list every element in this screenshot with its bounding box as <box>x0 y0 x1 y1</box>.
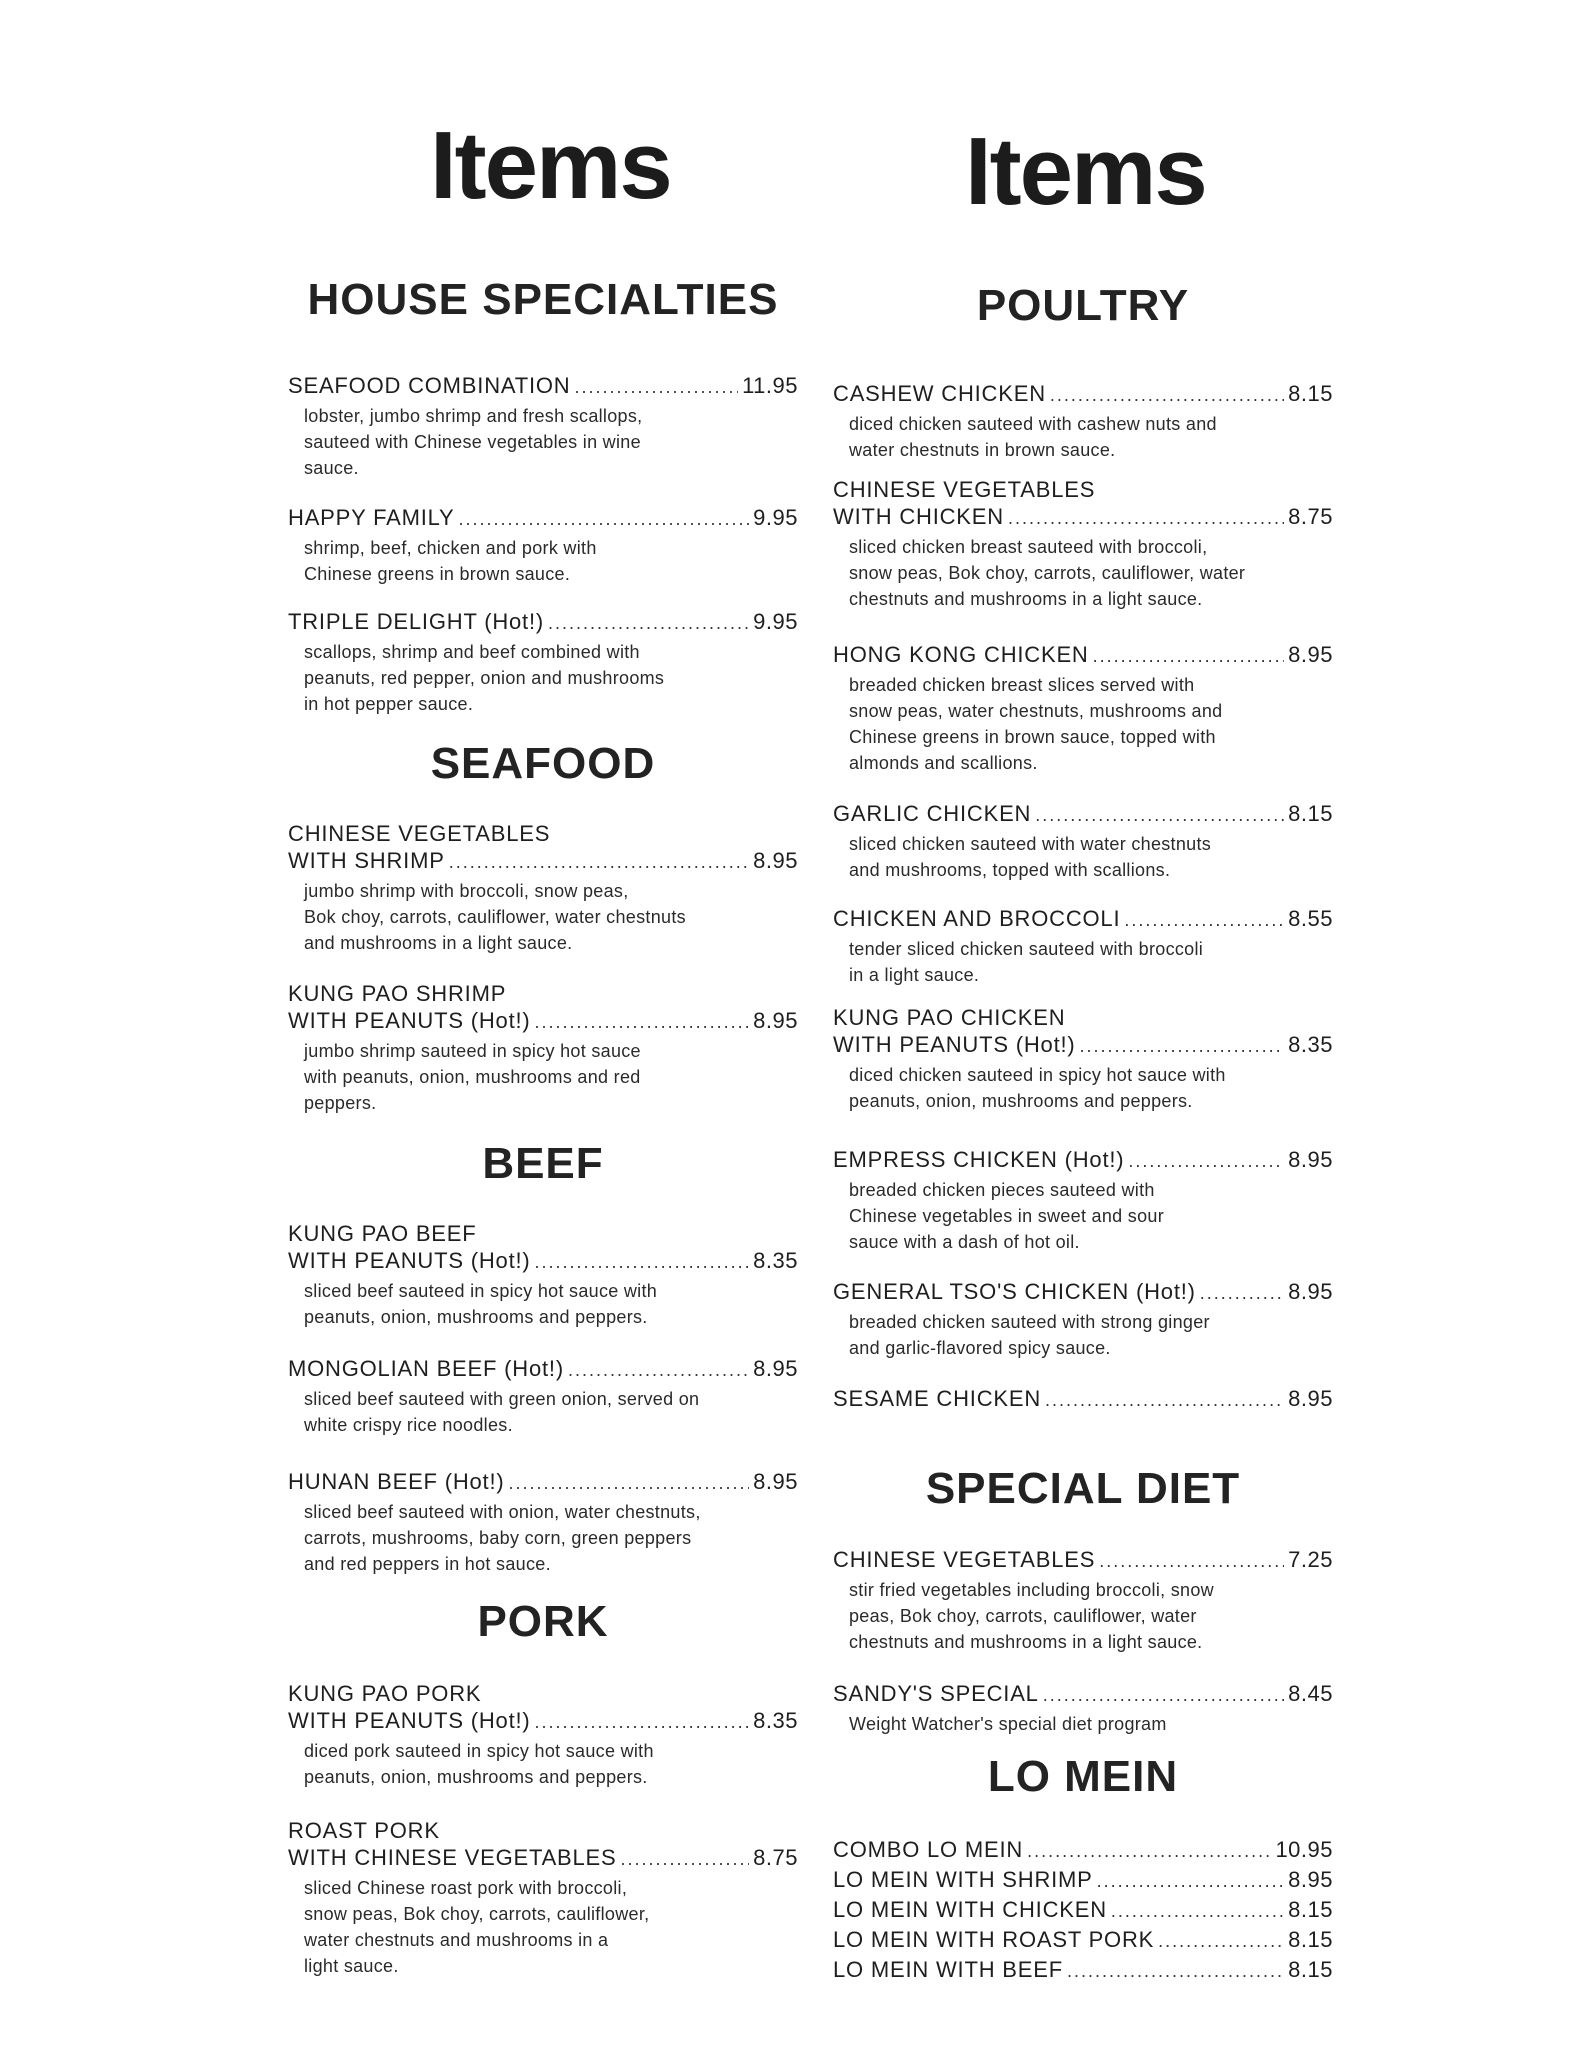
menu-item <box>288 372 798 481</box>
item-description-line: carrots, mushrooms, baby corn, green peppers <box>304 1528 692 1548</box>
menu-item <box>288 504 798 587</box>
item-name: SESAME CHICKEN <box>833 1386 1042 1411</box>
item-name: EMPRESS CHICKEN (Hot!) <box>833 1147 1125 1172</box>
section-title-lo-mein <box>833 1752 1333 1801</box>
section-title-seafood <box>288 739 798 788</box>
item-price: 8.95 <box>1288 1147 1333 1172</box>
item-description-line: peanuts, onion, mushrooms and peppers. <box>849 1091 1193 1111</box>
item-description-line: Bok choy, carrots, cauliflower, water chestnuts <box>304 907 686 927</box>
item-name: WITH CHICKEN <box>833 504 1004 529</box>
item-name-line <box>833 1031 1333 1060</box>
dot-leader <box>1158 1928 1284 1955</box>
item-name-first-line: KUNG PAO PORK <box>288 1681 482 1706</box>
menu-item <box>288 980 798 1116</box>
item-price: 7.25 <box>1288 1547 1333 1572</box>
dot-leader <box>459 506 750 533</box>
menu-item <box>833 1004 1333 1114</box>
item-name: CASHEW CHICKEN <box>833 381 1046 406</box>
item-description-line: lobster, jumbo shrimp and fresh scallops, <box>304 406 643 426</box>
item-name: WITH SHRIMP <box>288 848 445 873</box>
item-description-line: diced chicken sauteed with cashew nuts and <box>849 414 1217 434</box>
item-name: WITH PEANUTS (Hot!) <box>833 1032 1076 1057</box>
dot-leader <box>535 1249 750 1276</box>
menu-item <box>288 1680 798 1790</box>
item-name: HUNAN BEEF (Hot!) <box>288 1469 505 1494</box>
item-description-line: white crispy rice noodles. <box>304 1415 513 1435</box>
dot-leader <box>1097 1868 1285 1895</box>
left-column-heading: Items <box>430 112 671 219</box>
item-name: WITH CHINESE VEGETABLES <box>288 1845 617 1870</box>
item-name-first-line: KUNG PAO SHRIMP <box>288 981 507 1006</box>
item-description-line: water chestnuts in brown sauce. <box>849 440 1116 460</box>
item-name: LO MEIN WITH BEEF <box>833 1957 1063 1982</box>
item-price: 8.35 <box>1288 1032 1333 1057</box>
item-name-line <box>288 372 798 401</box>
menu-item <box>833 1680 1333 1737</box>
item-description-line: sliced beef sauteed with onion, water chestnuts, <box>304 1502 701 1522</box>
item-description-line: diced pork sauteed in spicy hot sauce with <box>304 1741 654 1761</box>
section-title-house-specialties <box>288 275 798 324</box>
item-description-line: sauce with a dash of hot oil. <box>849 1232 1080 1252</box>
dot-leader <box>548 610 749 637</box>
item-name-line <box>288 1844 798 1873</box>
right-column-heading: Items <box>965 118 1206 225</box>
item-description-line: sliced beef sauteed in spicy hot sauce with <box>304 1281 658 1301</box>
item-name-line <box>833 1546 1333 1575</box>
item-description-line: and mushrooms, topped with scallions. <box>849 860 1171 880</box>
menu-item <box>288 1468 798 1577</box>
item-name: LO MEIN WITH CHICKEN <box>833 1897 1107 1922</box>
dot-leader <box>1045 1387 1284 1414</box>
item-price: 8.95 <box>1288 1867 1333 1892</box>
item-description-line: peanuts, onion, mushrooms and peppers. <box>304 1767 648 1787</box>
item-description-line: jumbo shrimp sauteed in spicy hot sauce <box>304 1041 641 1061</box>
item-description-line: sauteed with Chinese vegetables in wine <box>304 432 641 452</box>
menu-item <box>288 608 798 717</box>
item-name-line <box>288 1007 798 1036</box>
dot-leader <box>1027 1838 1271 1865</box>
section-heading: SPECIAL DIET <box>925 1464 1241 1513</box>
item-description-line: breaded chicken breast slices served with <box>849 675 1195 695</box>
item-price: 8.75 <box>1288 504 1333 529</box>
item-name-first-line: KUNG PAO BEEF <box>288 1221 477 1246</box>
item-name-first-line: CHINESE VEGETABLES <box>288 821 551 846</box>
item-description-line: Chinese greens in brown sauce, topped with <box>849 727 1216 747</box>
item-name: SEAFOOD COMBINATION <box>288 373 571 398</box>
item-description-line: sauce. <box>304 458 359 478</box>
item-name-line <box>833 1146 1333 1175</box>
item-description-line: sliced chicken breast sauteed with broccoli, <box>849 537 1208 557</box>
item-name-line <box>288 1247 798 1276</box>
item-name-line <box>833 1278 1333 1307</box>
item-description-line: in a light sauce. <box>849 965 980 985</box>
item-description-line: jumbo shrimp with broccoli, snow peas, <box>304 881 629 901</box>
menu-item <box>833 1146 1333 1255</box>
item-description-line: snow peas, water chestnuts, mushrooms and <box>849 701 1223 721</box>
item-description-line: peanuts, onion, mushrooms and peppers. <box>304 1307 648 1327</box>
dot-leader <box>1067 1958 1284 1985</box>
item-price: 10.95 <box>1275 1837 1333 1862</box>
item-name: WITH PEANUTS (Hot!) <box>288 1008 531 1033</box>
item-name-line <box>833 800 1333 829</box>
item-price: 8.75 <box>753 1845 798 1870</box>
item-name: LO MEIN WITH SHRIMP <box>833 1867 1093 1892</box>
item-name: WITH PEANUTS (Hot!) <box>288 1708 531 1733</box>
dot-leader <box>1080 1033 1285 1060</box>
item-description-line: diced chicken sauteed in spicy hot sauce with <box>849 1065 1226 1085</box>
item-name-line <box>288 1707 798 1736</box>
menu-item <box>833 1836 1333 1865</box>
item-price: 8.15 <box>1288 1957 1333 1982</box>
item-description-line: snow peas, Bok choy, carrots, cauliflower, <box>304 1904 650 1924</box>
item-description-line: tender sliced chicken sauteed with broccoli <box>849 939 1204 959</box>
dot-leader <box>509 1470 750 1497</box>
item-name: SANDY'S SPECIAL <box>833 1681 1039 1706</box>
menu-item <box>288 1220 798 1330</box>
item-price: 8.95 <box>1288 1279 1333 1304</box>
item-description-line: Chinese greens in brown sauce. <box>304 564 571 584</box>
section-heading: LO MEIN <box>987 1752 1179 1801</box>
item-name-line <box>833 1680 1333 1709</box>
item-name: GENERAL TSO'S CHICKEN (Hot!) <box>833 1279 1196 1304</box>
item-description-line: Weight Watcher's special diet program <box>849 1714 1167 1734</box>
dot-leader <box>1124 907 1284 934</box>
item-name-line <box>288 504 798 533</box>
menu-item <box>833 1278 1333 1361</box>
item-description-line: sliced beef sauteed with green onion, served on <box>304 1389 700 1409</box>
section-heading: PORK <box>477 1597 609 1646</box>
dot-leader <box>535 1709 750 1736</box>
dot-leader <box>449 849 749 876</box>
item-name-line <box>833 1836 1333 1865</box>
item-price: 8.95 <box>753 1356 798 1381</box>
item-name-line <box>288 1355 798 1384</box>
item-price: 8.55 <box>1288 906 1333 931</box>
item-description-line: almonds and scallions. <box>849 753 1038 773</box>
menu-item <box>288 1355 798 1438</box>
section-heading: HOUSE SPECIALTIES <box>307 275 779 324</box>
item-price: 8.35 <box>753 1248 798 1273</box>
item-price: 8.95 <box>1288 642 1333 667</box>
item-price: 9.95 <box>753 505 798 530</box>
item-price: 8.95 <box>753 1008 798 1033</box>
item-description-line: Chinese vegetables in sweet and sour <box>849 1206 1164 1226</box>
item-name-line <box>833 1896 1333 1925</box>
item-description-line: peanuts, red pepper, onion and mushrooms <box>304 668 665 688</box>
dot-leader <box>1035 802 1284 829</box>
item-description-line: sliced Chinese roast pork with broccoli, <box>304 1878 628 1898</box>
section-heading: POULTRY <box>976 281 1190 330</box>
menu-item <box>288 820 798 956</box>
item-description-line: with peanuts, onion, mushrooms and red <box>304 1067 641 1087</box>
item-description-line: chestnuts and mushrooms in a light sauce. <box>849 1632 1203 1652</box>
item-price: 8.35 <box>753 1708 798 1733</box>
item-name: HAPPY FAMILY <box>288 505 455 530</box>
item-description-line: sliced chicken sauteed with water chestnuts <box>849 834 1212 854</box>
item-description-line: breaded chicken sauteed with strong ginger <box>849 1312 1210 1332</box>
item-name: HONG KONG CHICKEN <box>833 642 1089 667</box>
item-name-line <box>833 380 1333 409</box>
item-name-line <box>288 1468 798 1497</box>
dot-leader <box>1093 643 1285 670</box>
item-name-line <box>833 641 1333 670</box>
item-name-line <box>833 1866 1333 1895</box>
item-description-line: light sauce. <box>304 1956 399 1976</box>
item-description-line: and garlic-flavored spicy sauce. <box>849 1338 1111 1358</box>
section-title-beef <box>288 1139 798 1188</box>
item-name-line <box>833 503 1333 532</box>
dot-leader <box>574 374 738 401</box>
item-price: 8.15 <box>1288 1927 1333 1952</box>
item-price: 8.15 <box>1288 1897 1333 1922</box>
item-description-line: stir fried vegetables including broccoli, snow <box>849 1580 1214 1600</box>
item-name-first-line: CHINESE VEGETABLES <box>833 477 1096 502</box>
item-name-first-line: KUNG PAO CHICKEN <box>833 1005 1066 1030</box>
item-name: LO MEIN WITH ROAST PORK <box>833 1927 1155 1952</box>
item-description-line: peas, Bok choy, carrots, cauliflower, water <box>849 1606 1197 1626</box>
dot-leader <box>1128 1148 1284 1175</box>
item-name-first-line: ROAST PORK <box>288 1818 440 1843</box>
item-name-line <box>833 1956 1333 1985</box>
item-price: 8.95 <box>753 848 798 873</box>
dot-leader <box>1008 505 1284 532</box>
item-name: COMBO LO MEIN <box>833 1837 1024 1862</box>
item-description-line: in hot pepper sauce. <box>304 694 474 714</box>
section-title-special-diet <box>833 1464 1333 1513</box>
menu-item <box>833 641 1333 776</box>
item-price: 8.15 <box>1288 801 1333 826</box>
item-name: WITH PEANUTS (Hot!) <box>288 1248 531 1273</box>
item-name: TRIPLE DELIGHT (Hot!) <box>288 609 544 634</box>
menu-item <box>833 1956 1333 1985</box>
item-price: 11.95 <box>742 373 798 398</box>
item-description-line: and red peppers in hot sauce. <box>304 1554 551 1574</box>
dot-leader <box>535 1009 750 1036</box>
dot-leader <box>621 1846 750 1873</box>
menu-item <box>833 905 1333 988</box>
item-name-line <box>288 608 798 637</box>
menu-item <box>833 380 1333 463</box>
menu-item <box>833 1926 1333 1955</box>
section-heading: BEEF <box>482 1139 604 1188</box>
section-title-pork <box>288 1597 798 1646</box>
item-name: CHICKEN AND BROCCOLI <box>833 906 1121 931</box>
item-description-line: water chestnuts and mushrooms in a <box>304 1930 609 1950</box>
menu-item <box>833 1385 1333 1414</box>
item-price: 8.95 <box>1288 1386 1333 1411</box>
item-description-line: scallops, shrimp and beef combined with <box>304 642 640 662</box>
menu-item <box>833 1546 1333 1655</box>
item-price: 8.95 <box>753 1469 798 1494</box>
dot-leader <box>1050 382 1284 409</box>
item-name: MONGOLIAN BEEF (Hot!) <box>288 1356 564 1381</box>
item-name-line <box>833 1385 1333 1414</box>
section-title-poultry <box>833 281 1333 330</box>
item-description-line: and mushrooms in a light sauce. <box>304 933 573 953</box>
item-price: 8.15 <box>1288 381 1333 406</box>
item-name: CHINESE VEGETABLES <box>833 1547 1096 1572</box>
item-description-line: breaded chicken pieces sauteed with <box>849 1180 1155 1200</box>
item-description-line: shrimp, beef, chicken and pork with <box>304 538 597 558</box>
item-name-line <box>833 1926 1333 1955</box>
section-heading: SEAFOOD <box>430 739 656 788</box>
menu-item <box>288 1817 798 1979</box>
menu-item <box>833 1896 1333 1925</box>
item-price: 9.95 <box>753 609 798 634</box>
dot-leader <box>1200 1280 1284 1307</box>
dot-leader <box>568 1357 749 1384</box>
dot-leader <box>1111 1898 1284 1925</box>
item-name: GARLIC CHICKEN <box>833 801 1032 826</box>
menu-item <box>833 1866 1333 1895</box>
item-name-line <box>833 905 1333 934</box>
item-description-line: chestnuts and mushrooms in a light sauce. <box>849 589 1203 609</box>
item-description-line: peppers. <box>304 1093 377 1113</box>
item-name-line <box>288 847 798 876</box>
item-description-line: snow peas, Bok choy, carrots, cauliflower, water <box>849 563 1246 583</box>
item-price: 8.45 <box>1288 1681 1333 1706</box>
menu-item <box>833 800 1333 883</box>
menu-item <box>833 476 1333 612</box>
dot-leader <box>1043 1682 1284 1709</box>
dot-leader <box>1099 1548 1284 1575</box>
